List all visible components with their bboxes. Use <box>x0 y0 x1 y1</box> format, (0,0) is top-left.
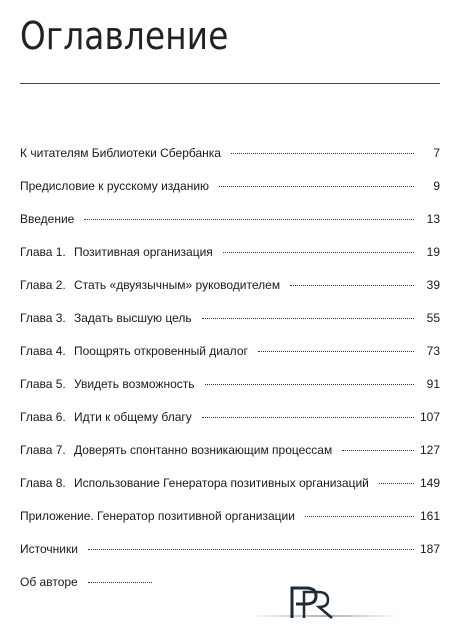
page-title: Оглавление <box>20 14 229 58</box>
toc-entry <box>20 410 440 443</box>
toc-entry-label: Об авторе <box>20 575 78 589</box>
toc-page-number: 9 <box>433 179 440 193</box>
toc-leader-dots <box>231 153 414 154</box>
toc-entry-label: К читателям Библиотеки Сбербанка <box>20 146 221 160</box>
toc-page-number: 7 <box>433 146 440 160</box>
toc-entry <box>20 245 440 278</box>
toc-entry <box>20 212 440 245</box>
toc-entry-label: Поощрять откровенный диалог <box>74 344 248 358</box>
toc-chapter-number: Глава 5. <box>20 377 66 391</box>
title-divider <box>20 83 440 84</box>
toc-page-number: 149 <box>419 476 440 490</box>
toc-entry-title <box>20 311 192 325</box>
toc-leader-dots <box>290 285 414 286</box>
toc-entry <box>20 311 440 344</box>
toc-entry <box>20 377 440 410</box>
toc-chapter-number: Глава 2. <box>20 278 66 292</box>
toc-page-number: 91 <box>426 377 440 391</box>
toc-leader-dots <box>88 582 152 583</box>
toc-entry-label: Приложение. Генератор позитивной организации <box>20 509 295 523</box>
toc-entry-label: Использование Генератора позитивных организаций <box>74 476 369 490</box>
toc-entry-label: Задать высшую цель <box>74 311 192 325</box>
toc-entry <box>20 542 440 575</box>
toc-entry <box>20 146 440 179</box>
toc-leader-dots <box>219 186 414 187</box>
toc-entry-label: Стать «двуязычным» руководителем <box>74 278 281 292</box>
toc-page-number: 127 <box>419 443 440 457</box>
toc-leader-dots <box>258 351 414 352</box>
table-of-contents <box>20 146 440 608</box>
toc-chapter-number: Глава 3. <box>20 311 66 325</box>
toc-chapter-number: Глава 8. <box>20 476 66 490</box>
toc-chapter-number: Глава 6. <box>20 410 66 424</box>
toc-entry <box>20 443 440 476</box>
toc-leader-dots <box>202 318 414 319</box>
toc-entry-title <box>20 542 78 556</box>
toc-page-number: 13 <box>426 212 440 226</box>
toc-leader-dots <box>202 417 414 418</box>
toc-entry-title <box>20 212 74 226</box>
toc-entry <box>20 278 440 311</box>
toc-leader-dots <box>342 450 414 451</box>
toc-entry-title <box>20 146 221 160</box>
toc-entry-title <box>20 245 213 259</box>
toc-entry-label: Предисловие к русскому изданию <box>20 179 210 193</box>
toc-entry-title <box>20 575 78 589</box>
toc-leader-dots <box>379 483 414 484</box>
toc-leader-dots <box>305 516 414 517</box>
toc-entry <box>20 344 440 377</box>
toc-entry-title <box>20 410 192 424</box>
toc-page-number: 187 <box>419 542 440 556</box>
publisher-logo <box>282 582 342 622</box>
toc-entry-title <box>20 443 332 457</box>
toc-entry-title <box>20 509 295 523</box>
toc-entry-title <box>20 344 248 358</box>
toc-entry-title <box>20 476 369 490</box>
toc-entry-label: Позитивная организация <box>74 245 213 259</box>
toc-page-number: 19 <box>426 245 440 259</box>
toc-leader-dots <box>84 219 414 220</box>
toc-entry-title <box>20 179 209 193</box>
toc-entry-title <box>20 377 195 391</box>
toc-entry <box>20 575 440 608</box>
toc-page-number: 73 <box>426 344 440 358</box>
toc-page-number: 161 <box>419 509 440 523</box>
toc-leader-dots <box>223 252 414 253</box>
toc-entry <box>20 509 440 542</box>
toc-chapter-number: Глава 7. <box>20 443 66 457</box>
toc-page-number: 39 <box>426 278 440 292</box>
toc-entry-label: Идти к общему благу <box>74 410 192 424</box>
toc-leader-dots <box>205 384 414 385</box>
toc-leader-dots <box>88 549 414 550</box>
toc-entry-title <box>20 278 280 292</box>
toc-entry-label: Увидеть возможность <box>74 377 195 391</box>
toc-entry <box>20 179 440 212</box>
toc-entry-label: Введение <box>20 212 75 226</box>
toc-chapter-number: Глава 1. <box>20 245 66 259</box>
toc-entry-label: Доверять спонтанно возникающим процессам <box>74 443 333 457</box>
toc-page-number: 107 <box>419 410 440 424</box>
toc-page-number: 55 <box>426 311 440 325</box>
toc-entry-label: Источники <box>20 542 78 556</box>
toc-entry <box>20 476 440 509</box>
toc-chapter-number: Глава 4. <box>20 344 66 358</box>
